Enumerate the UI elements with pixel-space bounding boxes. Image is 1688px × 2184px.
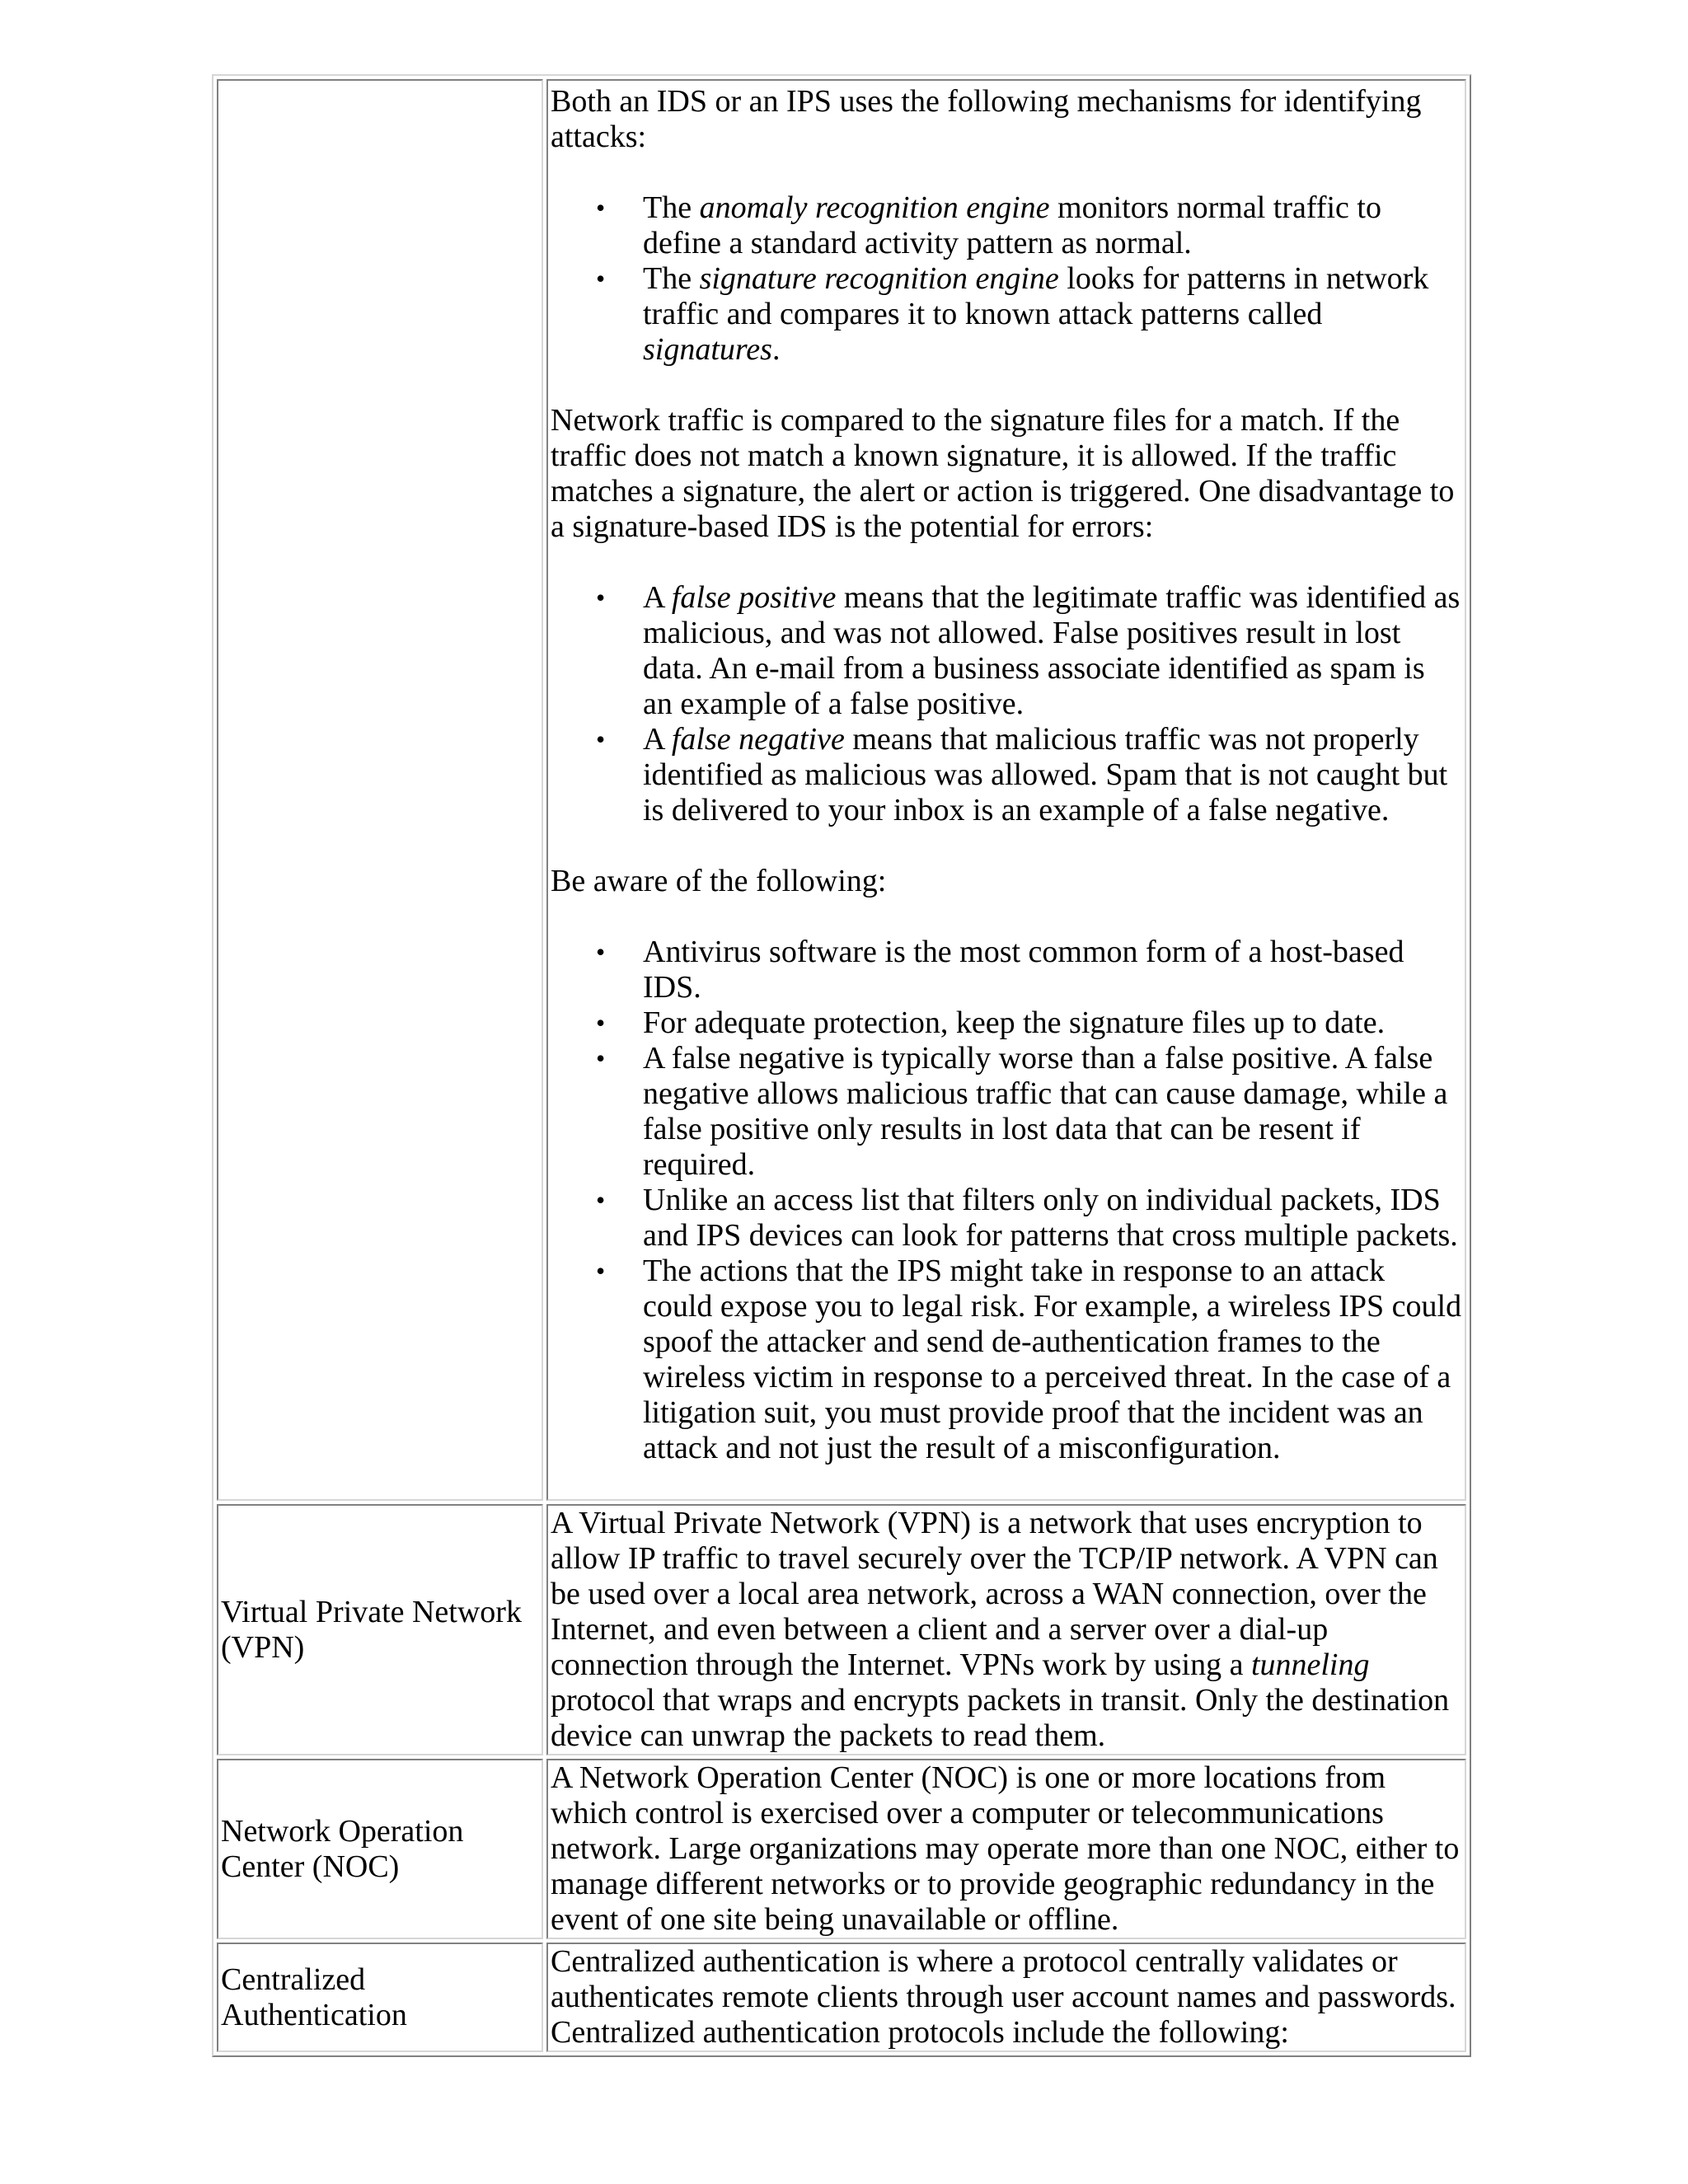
text-run: means that the legitimate traffic was identified as malicious, and was not allowed. False positives result in lost data. An e-mail from a business associate identified as spam is an example of a false positive.: [643, 580, 1461, 721]
term-cell: [217, 79, 543, 1501]
list-item: [643, 190, 1462, 261]
text-run: protocol that wraps and encrypts packets in transit. Only the destination device can unwrap the packets to read them.: [551, 1683, 1450, 1753]
list-item: • Antivirus software is the most common form of a host-based IDS.: [643, 935, 1462, 1005]
table-row: [217, 79, 1466, 1501]
term-cell: Virtual Private Network (VPN): [217, 1504, 543, 1755]
description-cell: A Network Operation Center (NOC) is one or more locations from which control is exercised over a computer or telecommunications network. Large organizations may operate more than one NOC, either to manage different networks or to provide geographic redundancy in the event of one site being unavailable or offline.: [546, 1759, 1466, 1939]
term-cell: Network Operation Center (NOC): [217, 1759, 543, 1939]
table-row: [217, 1943, 1466, 2052]
aware-list: [551, 935, 1462, 1466]
list-item: [643, 722, 1462, 828]
text-run: monitors normal traffic to define a standard activity pattern as normal.: [643, 190, 1381, 260]
error-list: [551, 580, 1462, 828]
list-item: [643, 261, 1462, 368]
emphasis-term: anomaly recognition engine: [699, 190, 1050, 225]
ids-intro-paragraph: Both an IDS or an IPS uses the following mechanisms for identifying attacks:: [551, 84, 1422, 154]
emphasis-term: signatures: [643, 332, 772, 367]
signature-paragraph: Network traffic is compared to the signature files for a match. If the traffic does not match a known signature, it is allowed. If the traffic matches a signature, the alert or action is triggered. One disadvantage to a signature-based IDS is the potential for errors:: [551, 403, 1455, 544]
text-run: looks for patterns in network traffic and compares it to known attack patterns called: [643, 261, 1429, 331]
description-cell: [546, 1504, 1466, 1755]
text-run: means that malicious traffic was not properly identified as malicious was allowed. Spam that is not caught but is delivered to your inbox is an example of a false negative.: [643, 722, 1448, 827]
text-run: The: [643, 261, 700, 296]
text-run: The: [643, 190, 700, 225]
term-cell: Centralized Authentication: [217, 1943, 543, 2052]
engine-list: [551, 190, 1462, 368]
list-item: [643, 580, 1462, 722]
list-item: • Unlike an access list that filters only on individual packets, IDS and IPS devices can look for patterns that cross multiple packets.: [643, 1183, 1462, 1254]
emphasis-term: false positive: [671, 580, 837, 615]
list-item: • For adequate protection, keep the signature files up to date.: [643, 1005, 1462, 1041]
emphasis-term: signature recognition engine: [699, 261, 1059, 296]
text-run: A Virtual Private Network (VPN) is a network that uses encryption to allow IP traffic to travel securely over the TCP/IP network. A VPN can be used over a local area network, across a WAN connection, over the Internet, and even between a client and a server over a dial-up connection through the Internet. VPNs work by using a: [551, 1506, 1438, 1682]
description-cell: Centralized authentication is where a protocol centrally validates or authenticates remote clients through user account names and passwords. Centralized authentication protocols include the following:: [546, 1943, 1466, 2052]
table-row: [217, 1759, 1466, 1939]
emphasis-term: tunneling: [1250, 1647, 1370, 1682]
glossary-table: [212, 74, 1471, 2057]
description-cell: [546, 79, 1466, 1501]
list-item: • The actions that the IPS might take in response to an attack could expose you to legal risk. For example, a wireless IPS could spoof the attacker and send de-authentication frames to the wireless victim in response to a perceived threat. In the case of a litigation suit, you must provide proof that the incident was an attack and not just the result of a misconfiguration.: [643, 1254, 1462, 1466]
text-run: A: [643, 580, 672, 615]
aware-heading: Be aware of the following:: [551, 864, 887, 898]
text-run: .: [771, 332, 781, 367]
list-item: • A false negative is typically worse than a false positive. A false negative allows malicious traffic that can cause damage, while a false positive only results in lost data that can be resent if required.: [643, 1041, 1462, 1183]
table-row: [217, 1504, 1466, 1755]
text-run: A: [643, 722, 672, 757]
emphasis-term: false negative: [671, 722, 845, 757]
